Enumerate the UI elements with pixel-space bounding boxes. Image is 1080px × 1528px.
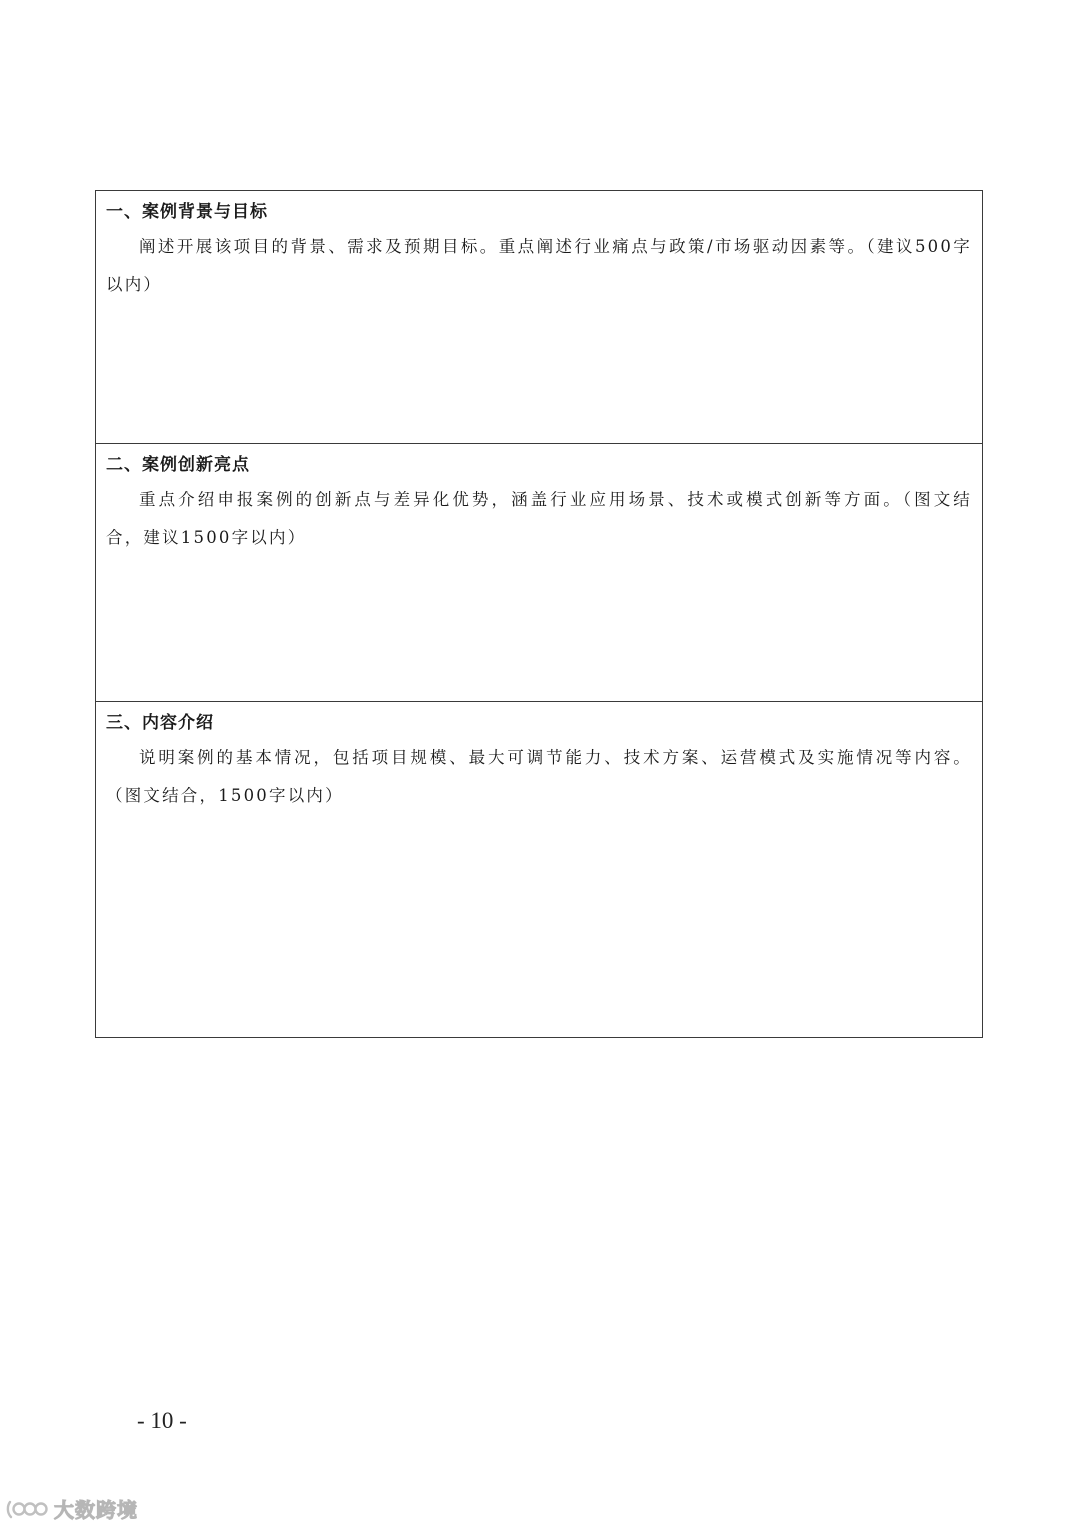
page-number: - 10 - <box>137 1408 187 1433</box>
section-innovation-highlights <box>96 443 982 701</box>
section-description: 阐述开展该项目的背景、需求及预期目标。重点阐述行业痛点与政策/市场驱动因素等。（建议500字以内） <box>106 237 972 294</box>
watermark <box>6 1494 138 1523</box>
application-form-table <box>95 190 983 1038</box>
section-description: 说明案例的基本情况，包括项目规模、最大可调节能力、技术方案、运营模式及实施情况等内容。（图文结合，1500字以内） <box>106 748 972 805</box>
brand-logo-icon <box>6 1498 48 1520</box>
section-description: 重点介绍申报案例的创新点与差异化优势，涵盖行业应用场景、技术或模式创新等方面。（图文结合，建议1500字以内） <box>106 490 972 547</box>
section-background-goals <box>96 191 982 443</box>
section-title: 三、内容介绍 <box>106 713 214 733</box>
watermark-text: 大数跨境 <box>54 1498 138 1522</box>
section-title: 一、案例背景与目标 <box>106 202 268 222</box>
section-title: 二、案例创新亮点 <box>106 455 250 475</box>
section-content-introduction <box>96 701 982 1037</box>
